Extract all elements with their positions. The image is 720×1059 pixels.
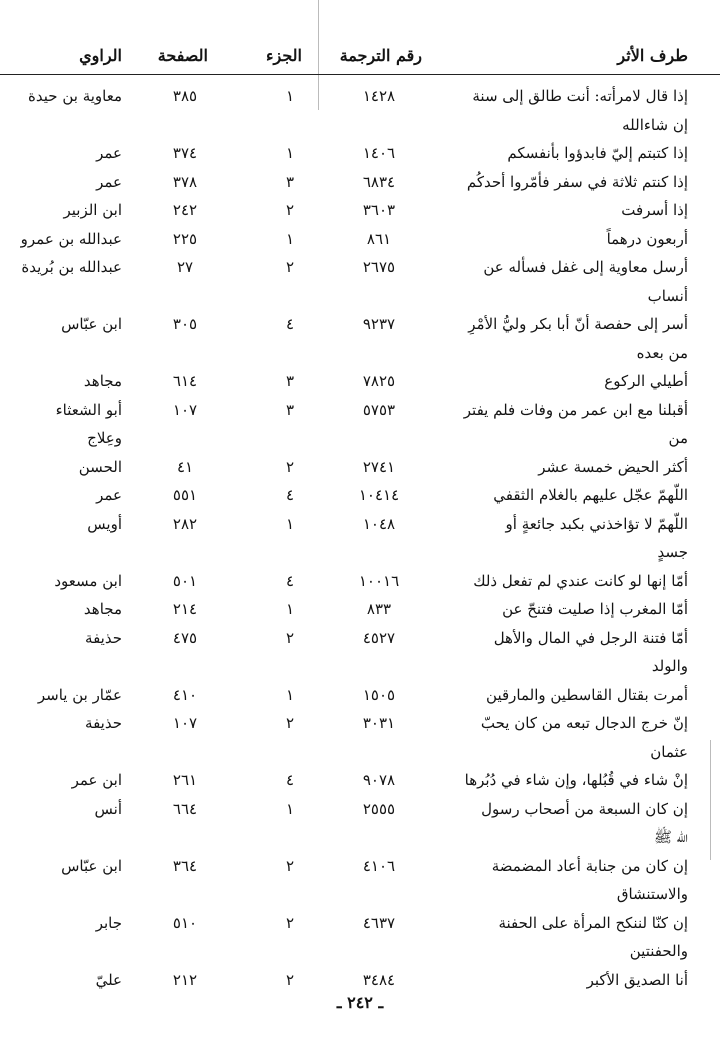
tarjama-cell: ٥٧٥٣	[362, 400, 396, 419]
tarjama-cell: ١٠٤٨	[362, 514, 396, 533]
table-row	[0, 198, 720, 227]
table-row	[0, 768, 720, 797]
athar-cell: إذا أسرفت	[621, 201, 688, 219]
table-row	[0, 825, 720, 854]
juz-cell: ١	[285, 600, 295, 618]
rawi-cell: مجاهد	[83, 600, 122, 618]
page-number: ـ ٢٤٢ ـ	[336, 993, 384, 1012]
juz-cell: ٤	[285, 571, 295, 590]
athar-cell: إذا كتبتم إليّ فابدؤوا بأنفسكم	[507, 144, 688, 162]
page-cell: ٥١٠	[172, 913, 198, 932]
athar-cell: من بعده	[636, 343, 688, 362]
tarjama-cell: ٧٨٢٥	[362, 372, 396, 390]
tarjama-cell: ٩٢٣٧	[362, 315, 396, 333]
header-juz: الجزء	[266, 46, 302, 65]
table-body	[0, 84, 720, 996]
juz-cell: ٢	[285, 628, 295, 647]
juz-cell: ٢	[285, 856, 295, 875]
athar-cell: أكثر الحيض خمسة عشر	[538, 457, 688, 476]
table-row	[0, 569, 720, 598]
juz-cell: ٢	[285, 258, 295, 276]
juz-cell: ٣	[285, 372, 295, 390]
rawi-cell: جابر	[95, 913, 122, 932]
athar-cell: أربعون درهماً	[606, 229, 688, 248]
table-row	[0, 455, 720, 484]
athar-cell: أمّا إنها لو كانت عندي لم تفعل ذلك	[473, 571, 688, 590]
tarjama-cell: ١٤٢٨	[362, 87, 396, 105]
rawi-cell: عمر	[96, 172, 122, 191]
juz-cell: ٤	[285, 771, 295, 789]
page-cell: ٦١٤	[172, 372, 198, 390]
table-row	[0, 882, 720, 911]
page-cell: ٣٠٥	[172, 315, 198, 333]
table-row	[0, 426, 720, 455]
table-row	[0, 911, 720, 940]
page-cell: ٣٦٤	[172, 856, 198, 875]
rawi-cell: معاوية بن حيدة	[28, 87, 122, 105]
table-row	[0, 284, 720, 313]
page-cell: ٢٧	[176, 258, 194, 276]
table-row	[0, 483, 720, 512]
athar-cell: إن شاءالله	[622, 115, 688, 134]
juz-cell: ٢	[285, 970, 295, 989]
table-row	[0, 512, 720, 541]
table-row	[0, 654, 720, 683]
tarjama-cell: ٦٨٣٤	[362, 172, 396, 191]
rawi-cell: ابن الزبير	[63, 201, 122, 219]
tarjama-cell: ٩٠٧٨	[362, 771, 396, 789]
rawi-cell: عليّ	[95, 970, 122, 989]
tarjama-cell: ٨٣٣	[366, 600, 392, 618]
tarjama-cell: ٤١٠٦	[362, 856, 396, 875]
table-header	[0, 38, 720, 75]
rawi-cell: أنس	[94, 799, 122, 818]
header-rawi: الراوي	[79, 46, 122, 65]
tarjama-cell: ٢٥٥٥	[362, 799, 396, 818]
athar-cell: أرسل معاوية إلى غفل فسأله عن	[483, 258, 688, 276]
header-tarjama: رقم الترجمة	[339, 46, 422, 65]
page-cell: ١٠٧	[172, 400, 198, 419]
page-cell: ٢٢٥	[172, 229, 198, 248]
athar-cell: عثمان	[650, 742, 688, 761]
rawi-cell: حذيفة	[85, 628, 122, 647]
athar-cell: إن كنّا لننكح المرأة على الحفنة	[498, 913, 688, 932]
athar-cell: اللّهمّ عجّل عليهم بالغلام الثقفي	[493, 486, 688, 504]
page-cell: ٤١	[176, 457, 194, 476]
table-row	[0, 968, 720, 997]
table-row	[0, 170, 720, 199]
table-row	[0, 597, 720, 626]
tarjama-cell: ٢٧٤١	[362, 457, 396, 476]
tarjama-cell: ٣٦٠٣	[362, 201, 396, 219]
page-cell: ٢٤٢	[172, 201, 198, 219]
page-cell: ١٠٧	[172, 714, 198, 732]
juz-cell: ٤	[285, 486, 295, 504]
table-row	[0, 141, 720, 170]
athar-cell: جسدٍ	[657, 543, 688, 561]
table-row	[0, 398, 720, 427]
rawi-cell: أبو الشعثاء	[55, 400, 122, 419]
juz-cell: ٢	[285, 913, 295, 932]
juz-cell: ١	[285, 229, 295, 248]
juz-cell: ٢	[285, 201, 295, 219]
rawi-cell: حذيفة	[85, 714, 122, 732]
tarjama-cell: ١٥٠٥	[362, 685, 396, 704]
athar-cell: اللّهمّ لا تؤاخذني بكبد جائعةٍ أو	[505, 514, 688, 533]
athar-cell: أنا الصديق الأكبر	[586, 970, 688, 989]
tarjama-cell: ٣٠٣١	[362, 714, 396, 732]
athar-cell: أمرت بقتال القاسطين والمارقين	[486, 685, 688, 704]
athar-cell: أسر إلى حفصة أنّ أبا بكر وليُّ الأمْرِ	[468, 315, 688, 333]
table-row	[0, 113, 720, 142]
rawi-cell: عبدالله بن عمرو	[20, 229, 122, 248]
rawi-cell: عبدالله بن بُريدة	[21, 258, 122, 276]
table-row	[0, 255, 720, 284]
juz-cell: ١	[285, 87, 295, 105]
page-cell: ٢١٤	[172, 600, 198, 618]
table-row	[0, 540, 720, 569]
rawi-cell: عمّار بن ياسر	[37, 685, 122, 704]
table-row	[0, 683, 720, 712]
tarjama-cell: ٤٦٣٧	[362, 913, 396, 932]
athar-cell: أمّا المغرب إذا صليت فتنحّ عن	[502, 600, 688, 618]
athar-cell: إنّ خرج الدجال تبعه من كان يحبّ	[480, 714, 688, 732]
page-cell: ٦٦٤	[172, 799, 198, 818]
tarjama-cell: ٢٦٧٥	[362, 258, 396, 276]
table-row	[0, 84, 720, 113]
tarjama-cell: ٨٦١	[366, 229, 392, 248]
athar-cell: أمّا فتنة الرجل في المال والأهل	[493, 628, 688, 647]
rawi-cell: وعِلاج	[87, 429, 122, 447]
page-cell: ٣٧٨	[172, 172, 198, 191]
table-row	[0, 341, 720, 370]
athar-cell: أقبلنا مع ابن عمر من وفات فلم يفتر	[463, 400, 688, 419]
athar-cell: من	[668, 429, 688, 447]
table-row	[0, 626, 720, 655]
tarjama-cell: ١٠٤١٤	[358, 486, 400, 504]
tarjama-cell: ٣٤٨٤	[362, 970, 396, 989]
tarjama-cell: ١٠٠١٦	[358, 571, 400, 590]
page-cell: ٢١٢	[172, 970, 198, 989]
juz-cell: ٢	[285, 457, 295, 476]
rawi-cell: عمر	[96, 486, 122, 504]
table-row	[0, 227, 720, 256]
page-cell: ٥٥١	[172, 486, 198, 504]
athar-cell: الله ﷺ	[653, 828, 688, 846]
table-row	[0, 797, 720, 826]
juz-cell: ٣	[285, 400, 295, 419]
athar-cell: إذا كنتم ثلاثة في سفر فأمّروا أحدكُم	[466, 172, 688, 191]
juz-cell: ١	[285, 514, 295, 533]
juz-cell: ٣	[285, 172, 295, 191]
page-cell: ٥٠١	[172, 571, 198, 590]
page-cell: ٤٧٥	[172, 628, 198, 647]
page-cell: ٢٦١	[172, 771, 198, 789]
juz-cell: ٢	[285, 714, 295, 732]
rawi-cell: ابن عبّاس	[61, 856, 122, 875]
rawi-cell: أويس	[87, 514, 122, 533]
tarjama-cell: ١٤٠٦	[362, 144, 396, 162]
athar-cell: إن كان السبعة من أصحاب رسول	[481, 799, 688, 818]
rawi-cell: مجاهد	[83, 372, 122, 390]
athar-cell: أنساب	[647, 286, 688, 305]
athar-cell: أطيلي الركوع	[604, 372, 688, 390]
rawi-cell: ابن مسعود	[54, 571, 122, 590]
athar-cell: إذا قال لامرأته: أنت طالق إلى سنة	[472, 87, 688, 105]
rawi-cell: عمر	[96, 144, 122, 162]
page-cell: ٢٨٢	[172, 514, 198, 533]
juz-cell: ١	[285, 144, 295, 162]
table-row	[0, 740, 720, 769]
athar-cell: إنْ شاء في قُبُلها، وإن شاء في دُبُرها	[464, 771, 688, 789]
header-athar: طرف الأثر	[617, 46, 688, 65]
athar-cell: إن كان من جنابة أعاد المضمضة	[491, 856, 688, 875]
athar-cell: والحفنتين	[629, 942, 688, 960]
athar-cell: والاستنشاق	[616, 885, 688, 903]
table-row	[0, 939, 720, 968]
page-cell: ٣٨٥	[172, 87, 198, 105]
juz-cell: ١	[285, 799, 295, 818]
header-page: الصفحة	[157, 46, 208, 65]
juz-cell: ٤	[285, 315, 295, 333]
rawi-cell: الحسن	[78, 457, 122, 476]
table-row	[0, 711, 720, 740]
table-row	[0, 854, 720, 883]
page-cell: ٣٧٤	[172, 144, 198, 162]
tarjama-cell: ٤٥٢٧	[362, 628, 396, 647]
rawi-cell: ابن عمر	[71, 771, 122, 789]
page-cell: ٤١٠	[172, 685, 198, 704]
athar-cell: والولد	[651, 657, 688, 675]
table-row	[0, 312, 720, 341]
rawi-cell: ابن عبّاس	[61, 315, 122, 333]
table-row	[0, 369, 720, 398]
juz-cell: ١	[285, 685, 295, 704]
